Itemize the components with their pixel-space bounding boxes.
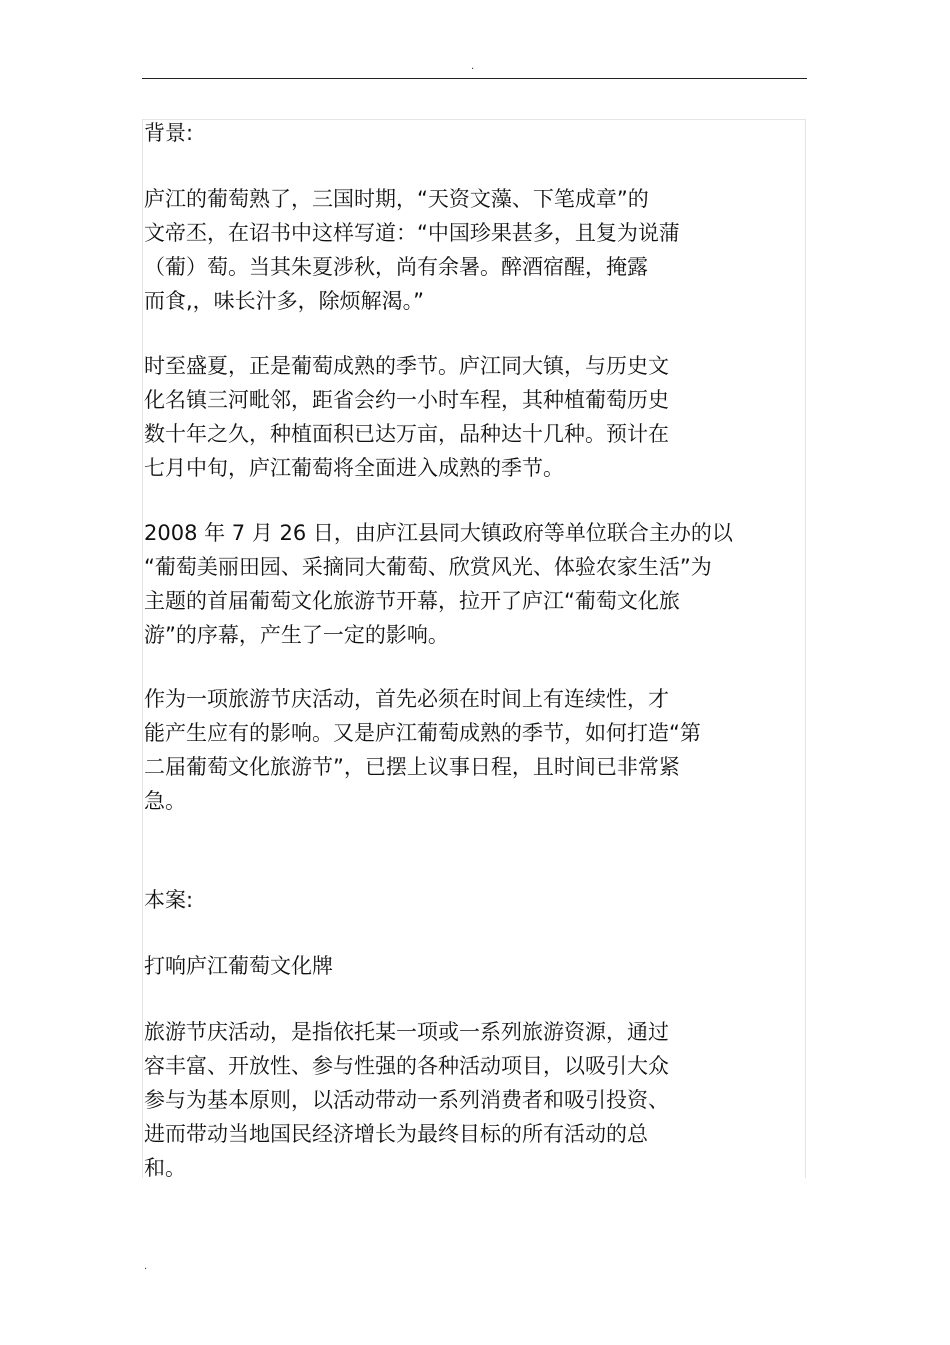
plan-subheading: 打响庐江葡萄文化牌 [144, 954, 333, 978]
background-para2-line: 时至盛夏，正是葡萄成熟的季节。庐江同大镇，与历史文 [144, 354, 669, 378]
background-heading: 背景: [144, 121, 194, 145]
plan-para1-line: 旅游节庆活动，是指依托某一项或一系列旅游资源，通过 [144, 1020, 669, 1044]
background-para3-line: 2008 年 7 月 26 日，由庐江县同大镇政府等单位联合主办的以 [144, 521, 733, 545]
background-para2-line: 数十年之久，种植面积已达万亩，品种达十几种。预计在 [144, 422, 669, 446]
background-para4-line: 能产生应有的影响。又是庐江葡萄成熟的季节，如何打造“第 [144, 721, 701, 745]
header-rule [142, 78, 807, 79]
background-para1-line: （葡）萄。当其朱夏涉秋，尚有余暑。醉酒宿醒，掩露 [144, 255, 648, 279]
background-para4-line: 二届葡萄文化旅游节”，已摆上议事日程，且时间已非常紧 [144, 755, 680, 779]
background-para1-line: 文帝丕，在诏书中这样写道：“中国珍果甚多，且复为说蒲 [144, 221, 680, 245]
plan-para1-line: 进而带动当地国民经济增长为最终目标的所有活动的总 [144, 1122, 648, 1146]
background-para3-line: “葡萄美丽田园、采摘同大葡萄、欣赏风光、体验农家生活”为 [144, 555, 712, 579]
background-para3-line: 主题的首届葡萄文化旅游节开幕，拉开了庐江“葡萄文化旅 [144, 589, 680, 613]
background-para4-line: 作为一项旅游节庆活动，首先必须在时间上有连续性，才 [144, 687, 669, 711]
background-para2-line: 化名镇三河毗邻，距省会约一小时车程，其种植葡萄历史 [144, 388, 669, 412]
footer-mark: . [144, 1261, 148, 1272]
header-mark: . [471, 61, 475, 72]
background-para1-line: 而食,，味长汁多，除烦解渴。” [144, 289, 425, 313]
background-para4-line: 急。 [144, 789, 186, 813]
plan-para1-line: 和。 [144, 1156, 186, 1180]
plan-para1-line: 参与为基本原则，以活动带动一系列消费者和吸引投资、 [144, 1088, 669, 1112]
background-para2-line: 七月中旬，庐江葡萄将全面进入成熟的季节。 [144, 456, 564, 480]
plan-heading: 本案: [144, 888, 194, 912]
background-para1-line: 庐江的葡萄熟了，三国时期，“天资文藻、下笔成章”的 [144, 187, 649, 211]
plan-para1-line: 容丰富、开放性、参与性强的各种活动项目，以吸引大众 [144, 1054, 669, 1078]
background-para3-line: 游”的序幕，产生了一定的影响。 [144, 623, 449, 647]
